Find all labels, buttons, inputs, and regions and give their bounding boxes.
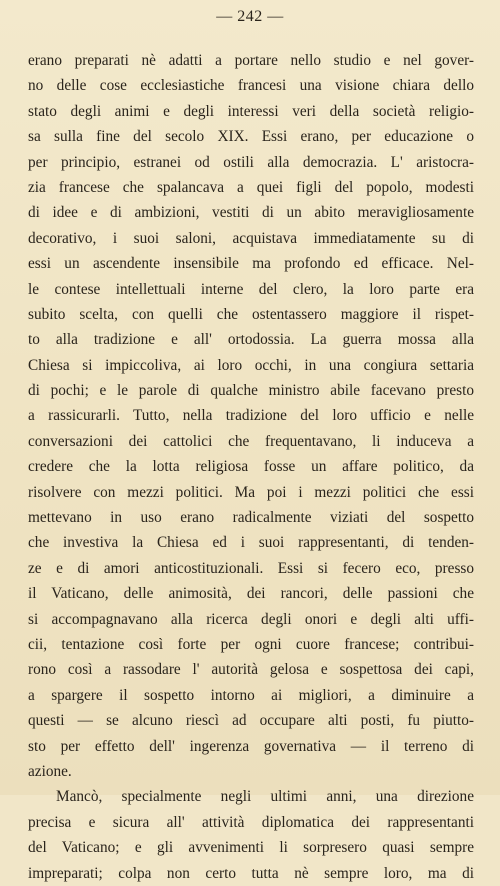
- text-line: cii, tentazione così forte per ogni cuore francese; contribui-: [28, 635, 474, 653]
- text-line: precisa e sicura all' attività diplomatica dei rappresentanti: [28, 813, 474, 831]
- text-line: si accompagnavano alla ricerca degli onori e degli alti uffi-: [28, 610, 474, 628]
- text-line: impreparati; colpa non certo tutta nè sempre loro, ma di: [28, 864, 474, 882]
- text-line: ze e di amori anticostituzionali. Essi si fecero eco, presso: [28, 559, 474, 577]
- page-number: — 242 —: [216, 8, 284, 25]
- text-line: stato degli animi e degli interessi veri della società religio-: [28, 102, 474, 120]
- text-line: sto per effetto dell' ingerenza governativa — il terreno di: [28, 737, 474, 755]
- text-line: to alla tradizione e all' ortodossia. La guerra mossa alla: [28, 331, 474, 349]
- text-line: a spargere il sospetto intorno ai migliori, a diminuire a: [28, 686, 474, 704]
- text-line: erano preparati nè adatti a portare nello studio e nel gover-: [28, 52, 474, 69]
- paragraph-end-line: azione.: [28, 762, 72, 780]
- text-line: no delle cose ecclesiastiche francesi una visione chiara dello: [28, 77, 474, 95]
- text-line: sa sulla fine del secolo XIX. Essi erano, per educazione o: [28, 128, 474, 146]
- text-line: per principio, estranei od ostili alla democrazia. L' aristocra-: [28, 153, 474, 171]
- text-line: risolvere con mezzi politici. Ma poi i mezzi politici che essi: [28, 483, 474, 501]
- text-line: del Vaticano; e gli avvenimenti li sorpresero quasi sempre: [28, 839, 474, 857]
- text-line: mettevano in uso erano radicalmente viziati del sospetto: [28, 509, 474, 527]
- text-line: Chiesa si impiccoliva, ai loro occhi, in una congiura settaria: [28, 356, 474, 374]
- text-line: le contese intellettuali interne del clero, la loro parte era: [28, 280, 474, 298]
- text-line: che investiva la Chiesa ed i suoi rappresentanti, di tenden-: [28, 534, 474, 552]
- text-line: questi — se alcuno riescì ad occupare alti posti, fu piutto-: [28, 712, 474, 730]
- text-line: a rassicurarli. Tutto, nella tradizione del loro ufficio e nelle: [28, 407, 474, 425]
- text-line: di idee e di ambizioni, vestiti di un abito meravigliosamente: [28, 204, 474, 222]
- text-line: rono così a rassodare l' autorità gelosa e sospettosa dei capi,: [28, 661, 474, 679]
- paragraph-start-line: Mancò, specialmente negli ultimi anni, una direzione: [56, 788, 474, 806]
- text-line: credere che la lotta religiosa fosse un affare politico, da: [28, 458, 474, 476]
- body-text: [28, 48, 474, 886]
- text-line: essi un ascendente insensibile ma profondo ed efficace. Nel-: [28, 255, 474, 273]
- text-line: subito scelta, con quelli che ostentassero maggiore il rispet-: [28, 305, 474, 323]
- text-line: decorativo, i suoi saloni, acquistava immediatamente su di: [28, 229, 474, 247]
- text-line: conversazioni dei cattolici che frequentavano, li induceva a: [28, 432, 474, 450]
- text-line: di pochi; e le parole di qualche ministro abile facevano presto: [28, 382, 474, 400]
- text-line: zia francese che spalancava a quei figli del popolo, modesti: [28, 178, 474, 196]
- text-line: il Vaticano, delle animosità, dei rancori, delle passioni che: [28, 585, 474, 603]
